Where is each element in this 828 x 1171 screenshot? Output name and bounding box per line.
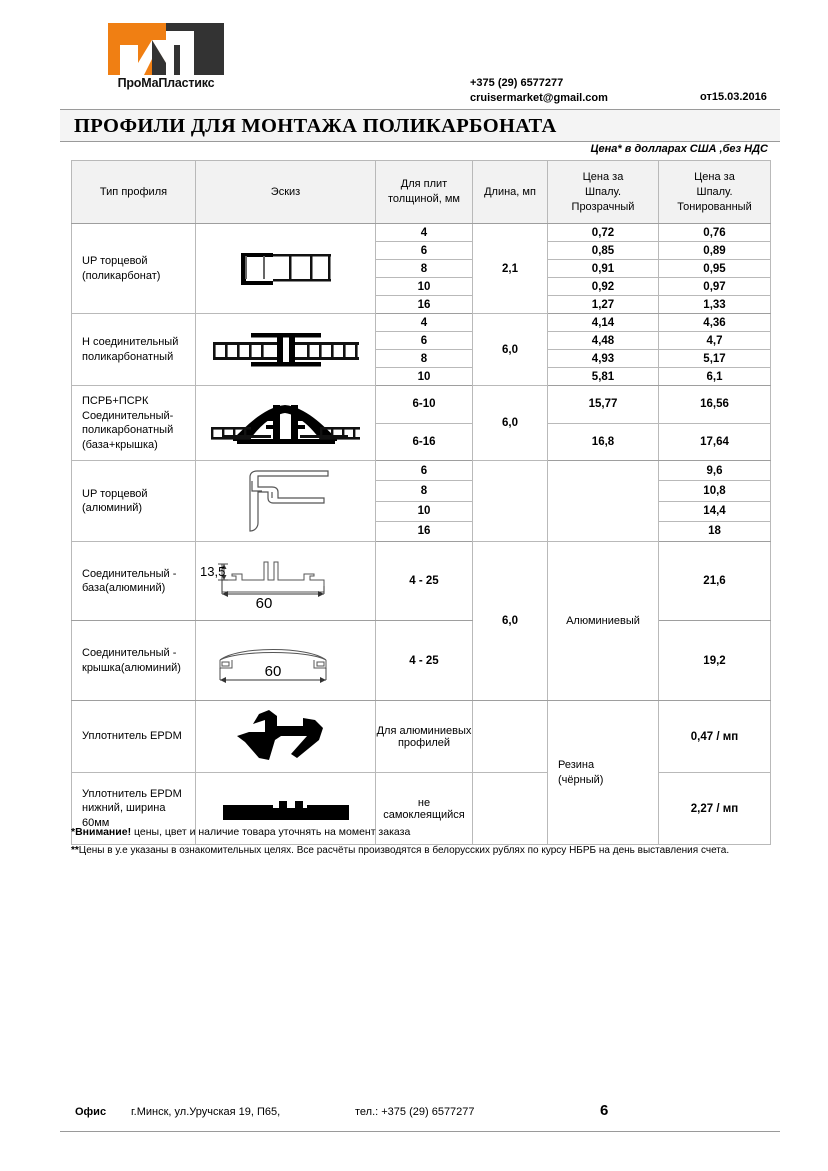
aluminium-cap-icon — [198, 628, 373, 694]
u-profile-aluminium-sketch — [196, 461, 376, 542]
price-clear: 4,48 — [548, 332, 659, 350]
price-per-meter: 0,47 / мп — [659, 701, 771, 773]
type-line1: UP торцевой — [82, 487, 148, 500]
table-header-row — [72, 161, 771, 224]
price-tinted: 0,95 — [659, 260, 771, 278]
type-line4: (база+крышка) — [82, 438, 158, 451]
price-tinted: 10,8 — [659, 481, 771, 501]
dimension-width-label: 60 — [255, 595, 273, 612]
dimension-height-label: 13,5 — [200, 564, 226, 579]
epdm-bottom-strip-icon — [211, 792, 361, 826]
document-title-bar — [60, 109, 780, 142]
price-tinted: 21,6 — [659, 542, 771, 621]
type-line3: поликарбонатный — [82, 424, 174, 436]
col-header-length: Длина, мп — [473, 161, 548, 224]
price-tinted: 16,56 — [659, 386, 771, 424]
profile-type-aluminium-base — [72, 542, 196, 621]
price-tinted: 5,17 — [659, 350, 771, 368]
thickness-value: 16 — [376, 521, 473, 541]
thickness-value: 6-10 — [376, 386, 473, 424]
price-tinted: 19,2 — [659, 621, 771, 701]
col-header-type: Тип профиля — [72, 161, 196, 224]
thickness-value: 4 — [376, 224, 473, 242]
footnote-currency-text: Цены в у.е указаны в ознакомительных целях. Все расчёты производятся в белорусских рублях по курсу НБРБ на день выставления счета. — [78, 845, 730, 856]
price-tinted: 0,97 — [659, 278, 771, 296]
col-header-clear-line3: Прозрачный — [571, 200, 635, 213]
arched-cap-base-icon — [203, 395, 368, 451]
thickness-value: 4 — [376, 314, 473, 332]
length-value: 2,1 — [473, 224, 548, 314]
thickness-value: 4 - 25 — [376, 542, 473, 621]
price-tinted: 9,6 — [659, 461, 771, 481]
aluminium-base-sketch — [196, 542, 376, 621]
col-header-thickness-line2: толщиной, мм — [388, 193, 460, 205]
dimension-width-label: 60 — [264, 662, 282, 680]
price-tinted: 18 — [659, 521, 771, 541]
type-line3: 60мм — [82, 816, 110, 829]
contact-email: cruisermarket@gmail.com — [470, 92, 608, 104]
footnote-currency-bold: ** — [71, 845, 79, 856]
footnote-attention — [71, 826, 410, 838]
material-line2: (чёрный) — [558, 773, 604, 786]
footer-page-number: 6 — [600, 1102, 609, 1119]
price-clear: 5,81 — [548, 368, 659, 386]
thickness-value: 4 - 25 — [376, 621, 473, 701]
thickness-value: 6 — [376, 332, 473, 350]
document-date: от15.03.2016 — [700, 91, 767, 103]
logo-wordmark: ПроМаПластикс — [117, 76, 215, 90]
type-line1: Н соединительный — [82, 336, 179, 348]
length-empty-epdm-bottom — [473, 773, 548, 845]
price-per-meter: 2,27 / мп — [659, 773, 771, 845]
epdm-gasket-sketch — [196, 701, 376, 773]
price-clear-empty-aluminium-up — [548, 461, 659, 542]
length-value: 6,0 — [473, 314, 548, 386]
profile-type-psrb-psrk — [72, 386, 196, 461]
price-currency-note: Цена* в долларах США ,без НДС — [590, 143, 768, 155]
thickness-value: 10 — [376, 278, 473, 296]
type-line2: нижний, ширина — [82, 802, 166, 815]
price-clear: 4,14 — [548, 314, 659, 332]
table-row — [72, 621, 771, 701]
contact-phone: +375 (29) 6577277 — [470, 77, 564, 89]
aluminium-cap-sketch — [196, 621, 376, 701]
col-header-tint-line1: Цена за — [694, 170, 735, 183]
price-tinted: 0,89 — [659, 242, 771, 260]
thickness-value: 8 — [376, 260, 473, 278]
table-row — [72, 224, 771, 242]
price-tinted: 6,1 — [659, 368, 771, 386]
col-header-thickness — [376, 161, 473, 224]
arched-cap-base-sketch — [196, 386, 376, 461]
thickness-value: 8 — [376, 350, 473, 368]
col-header-clear-line2: Шпалу. — [584, 185, 622, 198]
price-tinted: 4,7 — [659, 332, 771, 350]
col-header-tint-line3: Тонированный — [677, 200, 752, 213]
type-line2: поликарбонатный — [82, 350, 174, 363]
type-line2: (поликарбонат) — [82, 269, 161, 282]
price-clear: 0,91 — [548, 260, 659, 278]
epdm-gasket-icon — [211, 706, 361, 768]
table-row — [72, 314, 771, 332]
h-connector-icon — [203, 325, 368, 375]
thickness-value: 6-16 — [376, 423, 473, 461]
col-header-price-tinted — [659, 161, 771, 224]
footnote-attention-bold: *Внимание! — [71, 826, 132, 838]
page-title: ПРОФИЛИ ДЛЯ МОНТАЖА ПОЛИКАРБОНАТА — [74, 115, 557, 137]
length-empty-aluminium-up — [473, 461, 548, 542]
application-note: Для алюминиевых профилей — [376, 701, 473, 773]
price-clear: 1,27 — [548, 296, 659, 314]
price-clear: 0,92 — [548, 278, 659, 296]
profile-type-h-connector — [72, 314, 196, 386]
type-line1: ПСРБ+ПСРК — [82, 395, 149, 407]
price-tinted: 4,36 — [659, 314, 771, 332]
profile-type-epdm-gasket — [72, 701, 196, 773]
col-header-clear-line1: Цена за — [582, 170, 624, 183]
type-line1: UP торцевой — [82, 255, 148, 267]
u-profile-polycarbonate-icon — [211, 245, 361, 293]
profile-type-aluminium-cap — [72, 621, 196, 701]
type-line1: Соединительный - — [82, 567, 177, 580]
aluminium-base-icon — [198, 546, 373, 616]
price-clear: 0,85 — [548, 242, 659, 260]
logo-mark-icon — [108, 23, 224, 75]
type-line2: (алюминий) — [82, 502, 143, 514]
length-empty-epdm — [473, 701, 548, 773]
profiles-price-table — [71, 160, 771, 845]
type-line2: Соединительный- — [82, 409, 174, 422]
contact-block — [470, 76, 608, 106]
col-header-thickness-line1: Для плит — [400, 178, 448, 190]
type-line1: Соединительный - — [82, 647, 177, 659]
price-tinted: 1,33 — [659, 296, 771, 314]
price-tinted: 0,76 — [659, 224, 771, 242]
length-value: 6,0 — [473, 386, 548, 461]
thickness-value: 10 — [376, 501, 473, 521]
thickness-value: 8 — [376, 481, 473, 501]
h-connector-sketch — [196, 314, 376, 386]
thickness-value: 10 — [376, 368, 473, 386]
thickness-value: 6 — [376, 461, 473, 481]
price-clear: 16,8 — [548, 423, 659, 461]
price-clear: 15,77 — [548, 386, 659, 424]
table-row — [72, 386, 771, 424]
u-profile-polycarbonate-sketch — [196, 224, 376, 314]
price-tinted: 17,64 — [659, 423, 771, 461]
price-clear: 0,72 — [548, 224, 659, 242]
thickness-value: 16 — [376, 296, 473, 314]
profile-type-up-aluminium — [72, 461, 196, 542]
company-logo — [108, 23, 224, 93]
type-line2: база(алюминий) — [82, 582, 166, 594]
table-row — [72, 542, 771, 621]
footer-office-label: Офис — [75, 1106, 107, 1118]
footer-phone: тел.: +375 (29) 6577277 — [355, 1106, 475, 1118]
footer-divider — [60, 1131, 780, 1132]
type-line2: крышка(алюминий) — [82, 661, 181, 674]
material-aluminium: Алюминиевый — [548, 542, 659, 701]
type-line1: Уплотнитель EPDM — [82, 787, 182, 800]
profile-type-up-polycarbonate — [72, 224, 196, 314]
footer-address: г.Минск, ул.Уручская 19, П65, — [131, 1106, 281, 1118]
type-line1: Уплотнитель EPDM — [82, 730, 182, 743]
col-header-tint-line2: Шпалу. — [696, 185, 733, 198]
col-header-price-clear — [548, 161, 659, 224]
col-header-sketch: Эскиз — [196, 161, 376, 224]
price-clear: 4,93 — [548, 350, 659, 368]
table-row — [72, 461, 771, 481]
price-tinted: 14,4 — [659, 501, 771, 521]
thickness-value: 6 — [376, 242, 473, 260]
material-line1: Резина — [558, 758, 595, 771]
material-rubber — [548, 701, 659, 845]
u-profile-aluminium-icon — [206, 465, 366, 537]
footnote-attention-text: цены, цвет и наличие товара уточнять на момент заказа — [131, 826, 411, 838]
footnote-currency — [71, 845, 729, 856]
length-aluminium: 6,0 — [473, 542, 548, 701]
table-row — [72, 701, 771, 773]
application-note: не самоклеящийся — [376, 773, 473, 845]
